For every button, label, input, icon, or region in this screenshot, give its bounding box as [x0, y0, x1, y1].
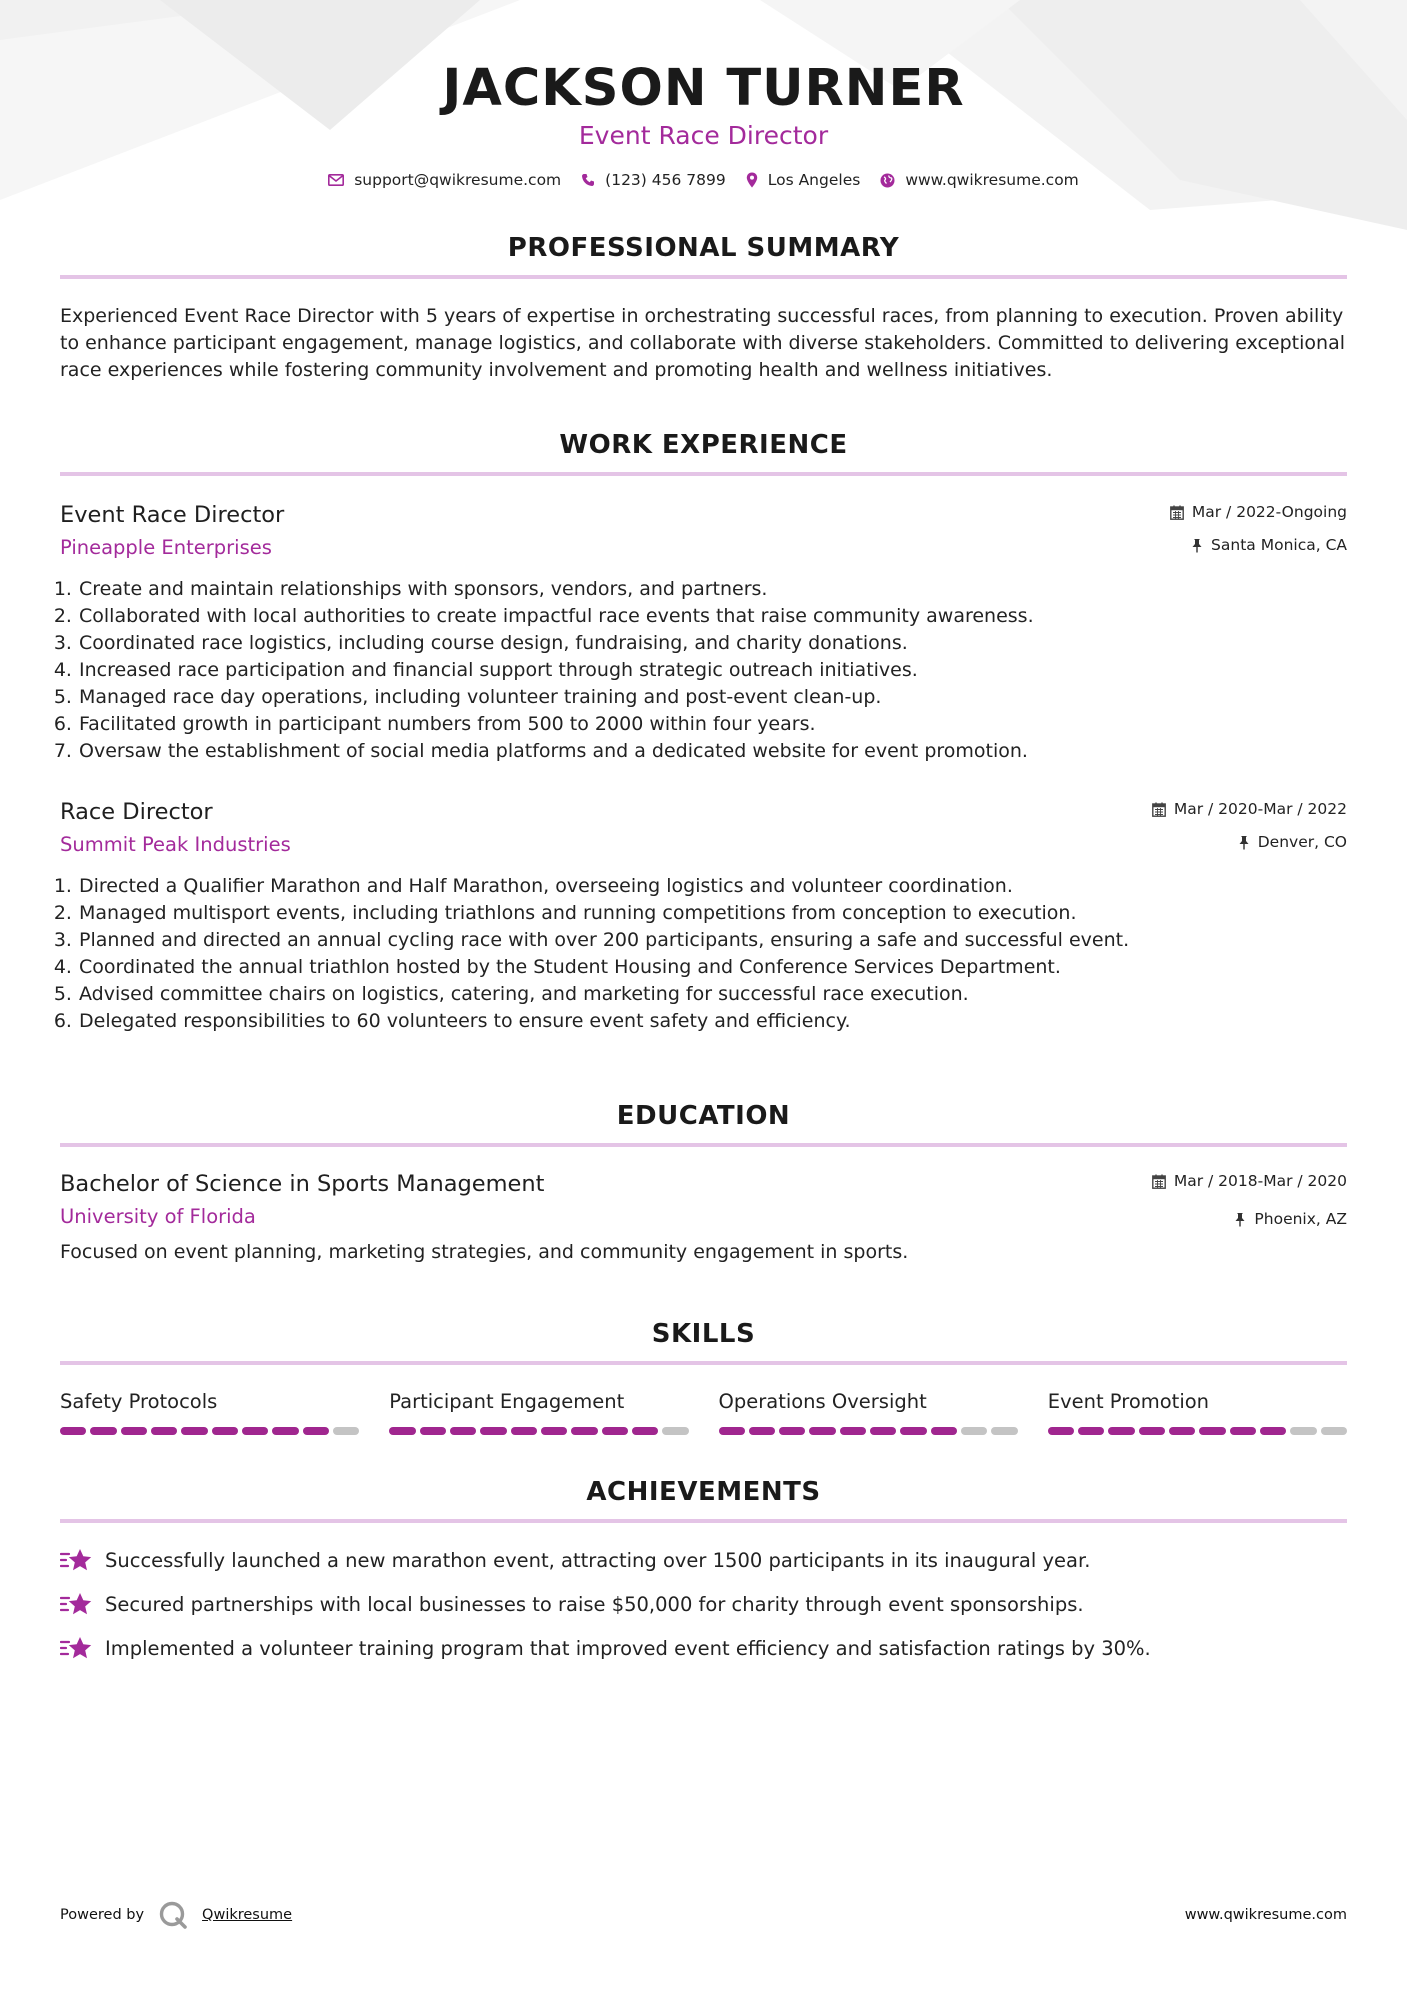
skill-segment-filled: [1108, 1427, 1134, 1435]
list-item: 4. Coordinated the annual triathlon hosted by the Student Housing and Conference Services Department.: [78, 954, 1347, 981]
achievements-heading: ACHIEVEMENTS: [586, 1477, 821, 1507]
skill-segment-filled: [1230, 1427, 1256, 1435]
skill-name: Participant Engagement: [389, 1390, 625, 1413]
website-text: www.qwikresume.com: [905, 171, 1079, 189]
skill-segment-filled: [420, 1427, 446, 1435]
school-name: University of Florida: [60, 1205, 256, 1228]
job-duties-list: [60, 873, 1347, 1035]
star-icon: [60, 1547, 93, 1573]
globe-icon: [880, 173, 895, 188]
skill-segment-filled: [1199, 1427, 1225, 1435]
section-divider: [60, 1361, 1347, 1365]
skill-segment-filled: [541, 1427, 567, 1435]
pushpin-icon: [1238, 835, 1250, 850]
phone-icon: [581, 173, 595, 187]
candidate-role: Event Race Director: [578, 121, 829, 150]
skill-name: Event Promotion: [1047, 1390, 1210, 1413]
phone-text: (123) 456 7899: [605, 171, 726, 189]
experience-section: [60, 430, 1347, 1035]
job-dates: Mar / 2022-Ongoing: [1191, 503, 1347, 521]
achievements-section: [60, 1477, 1347, 1663]
skill-item: [389, 1389, 688, 1435]
skill-segment-filled: [931, 1427, 957, 1435]
achievement-text: Secured partnerships with local businesses to raise $50,000 for charity through event sponsorships.: [105, 1592, 1084, 1616]
skill-segment-empty: [961, 1427, 987, 1435]
job-entry: [60, 797, 1347, 1035]
skill-name: Operations Oversight: [718, 1390, 927, 1413]
email-text: support@qwikresume.com: [354, 171, 562, 189]
skill-segment-filled: [1260, 1427, 1286, 1435]
star-icon: [60, 1635, 93, 1661]
list-item: 3. Coordinated race logistics, including course design, fundraising, and charity donations.: [78, 630, 1347, 657]
calendar-icon: [1170, 505, 1184, 520]
summary-heading: PROFESSIONAL SUMMARY: [507, 233, 900, 263]
section-divider: [60, 472, 1347, 476]
skills-grid: [60, 1389, 1347, 1435]
qwikresume-logo-icon: [158, 1900, 188, 1930]
list-item: 5. Managed race day operations, including volunteer training and post-event clean-up.: [78, 684, 1347, 711]
achievement-text: Implemented a volunteer training program that improved event efficiency and satisfaction ratings by 30%.: [105, 1636, 1151, 1660]
resume-header: [60, 0, 1347, 189]
skill-name: Safety Protocols: [60, 1390, 218, 1413]
achievement-text: Successfully launched a new marathon event, attracting over 1500 participants in its inaugural year.: [105, 1548, 1091, 1572]
skill-segment-filled: [900, 1427, 926, 1435]
skill-level-bar: [60, 1427, 359, 1435]
skills-section: [60, 1319, 1347, 1435]
skill-segment-filled: [1139, 1427, 1165, 1435]
skill-segment-filled: [632, 1427, 658, 1435]
job-location: Santa Monica, CA: [1211, 536, 1347, 554]
skill-segment-filled: [60, 1427, 86, 1435]
skill-segment-filled: [121, 1427, 147, 1435]
skill-segment-filled: [480, 1427, 506, 1435]
powered-by: [60, 1900, 292, 1930]
education-description: Focused on event planning, marketing strategies, and community engagement in sports.: [60, 1241, 909, 1263]
contact-location: [746, 171, 861, 189]
education-dates: Mar / 2018-Mar / 2020: [1173, 1172, 1347, 1190]
skill-segment-filled: [840, 1427, 866, 1435]
job-title: Event Race Director: [60, 502, 285, 528]
calendar-icon: [1152, 802, 1166, 817]
job-title: Race Director: [60, 799, 213, 825]
summary-text: Experienced Event Race Director with 5 years of expertise in orchestrating successful races, from planning to execution. Proven ability to enhance participant engagement, manage logistics, and collaborate with diverse stakeholders. Committed to delivering exceptional race experiences while fostering community involvement and promoting health and wellness initiatives.: [60, 305, 1345, 381]
skill-segment-filled: [1048, 1427, 1074, 1435]
education-entry: [60, 1169, 1347, 1263]
list-item: 2. Collaborated with local authorities to create impactful race events that raise community awareness.: [78, 603, 1347, 630]
achievement-item: [60, 1589, 1347, 1619]
job-duties-list: [60, 576, 1347, 765]
skill-segment-filled: [1078, 1427, 1104, 1435]
skill-segment-filled: [1169, 1427, 1195, 1435]
page-footer: [60, 1900, 1347, 1930]
calendar-icon: [1152, 1174, 1166, 1189]
location-text: Los Angeles: [767, 171, 861, 189]
skill-level-bar: [1048, 1427, 1347, 1435]
skill-segment-filled: [602, 1427, 628, 1435]
skills-heading: SKILLS: [651, 1319, 756, 1349]
list-item: 1. Directed a Qualifier Marathon and Half Marathon, overseeing logistics and volunteer coordination.: [78, 873, 1347, 900]
skill-segment-filled: [90, 1427, 116, 1435]
section-divider: [60, 275, 1347, 279]
skill-item: [60, 1389, 359, 1435]
experience-heading: WORK EXPERIENCE: [559, 430, 848, 460]
skill-segment-filled: [151, 1427, 177, 1435]
skill-segment-filled: [511, 1427, 537, 1435]
skill-item: [719, 1389, 1018, 1435]
skill-segment-filled: [181, 1427, 207, 1435]
skill-segment-filled: [450, 1427, 476, 1435]
list-item: 4. Increased race participation and financial support through strategic outreach initiatives.: [78, 657, 1347, 684]
job-company: Summit Peak Industries: [60, 833, 291, 856]
skill-segment-empty: [333, 1427, 359, 1435]
candidate-name: JACKSON TURNER: [442, 59, 965, 118]
achievement-item: [60, 1545, 1347, 1575]
skill-segment-filled: [212, 1427, 238, 1435]
footer-website[interactable]: www.qwikresume.com: [1184, 1907, 1347, 1923]
job-entry: [60, 500, 1347, 765]
powered-by-label: Powered by: [60, 1907, 145, 1923]
skill-item: [1048, 1389, 1347, 1435]
qwikresume-link[interactable]: Qwikresume: [202, 1907, 293, 1923]
degree-title: Bachelor of Science in Sports Management: [60, 1171, 545, 1197]
skill-segment-empty: [662, 1427, 688, 1435]
skill-segment-empty: [1290, 1427, 1316, 1435]
list-item: 6. Delegated responsibilities to 60 volunteers to ensure event safety and efficiency.: [78, 1008, 1347, 1035]
skill-segment-filled: [809, 1427, 835, 1435]
list-item: 2. Managed multisport events, including triathlons and running competitions from conception to execution.: [78, 900, 1347, 927]
skill-level-bar: [389, 1427, 688, 1435]
list-item: 6. Facilitated growth in participant numbers from 500 to 2000 within four years.: [78, 711, 1347, 738]
education-section: [60, 1101, 1347, 1263]
map-pin-icon: [746, 172, 758, 188]
section-divider: [60, 1519, 1347, 1523]
list-item: 7. Oversaw the establishment of social media platforms and a dedicated website for event promotion.: [78, 738, 1347, 765]
list-item: 1. Create and maintain relationships with sponsors, vendors, and partners.: [78, 576, 1347, 603]
section-divider: [60, 1143, 1347, 1147]
job-location: Denver, CO: [1257, 833, 1347, 851]
education-heading: EDUCATION: [616, 1101, 791, 1131]
skill-segment-filled: [870, 1427, 896, 1435]
skill-segment-filled: [571, 1427, 597, 1435]
skill-level-bar: [719, 1427, 1018, 1435]
job-company: Pineapple Enterprises: [60, 536, 272, 559]
list-item: 3. Planned and directed an annual cycling race with over 200 participants, ensuring a safe and successful event.: [78, 927, 1347, 954]
skill-segment-filled: [242, 1427, 268, 1435]
contact-phone[interactable]: [581, 171, 726, 189]
pushpin-icon: [1191, 538, 1203, 553]
list-item: 5. Advised committee chairs on logistics, catering, and marketing for successful race execution.: [78, 981, 1347, 1008]
star-icon: [60, 1591, 93, 1617]
job-dates: Mar / 2020-Mar / 2022: [1173, 800, 1347, 818]
contact-email[interactable]: [328, 171, 561, 189]
pushpin-icon: [1234, 1212, 1246, 1227]
skill-segment-filled: [749, 1427, 775, 1435]
skill-segment-empty: [991, 1427, 1017, 1435]
contact-website[interactable]: [880, 171, 1078, 189]
skill-segment-filled: [719, 1427, 745, 1435]
skill-segment-empty: [1321, 1427, 1347, 1435]
envelope-icon: [328, 174, 344, 186]
skill-segment-filled: [303, 1427, 329, 1435]
achievement-item: [60, 1633, 1347, 1663]
skill-segment-filled: [272, 1427, 298, 1435]
skill-segment-filled: [779, 1427, 805, 1435]
education-location: Phoenix, AZ: [1254, 1210, 1347, 1228]
skill-segment-filled: [389, 1427, 415, 1435]
contact-bar: [60, 171, 1347, 189]
summary-section: [60, 233, 1347, 384]
